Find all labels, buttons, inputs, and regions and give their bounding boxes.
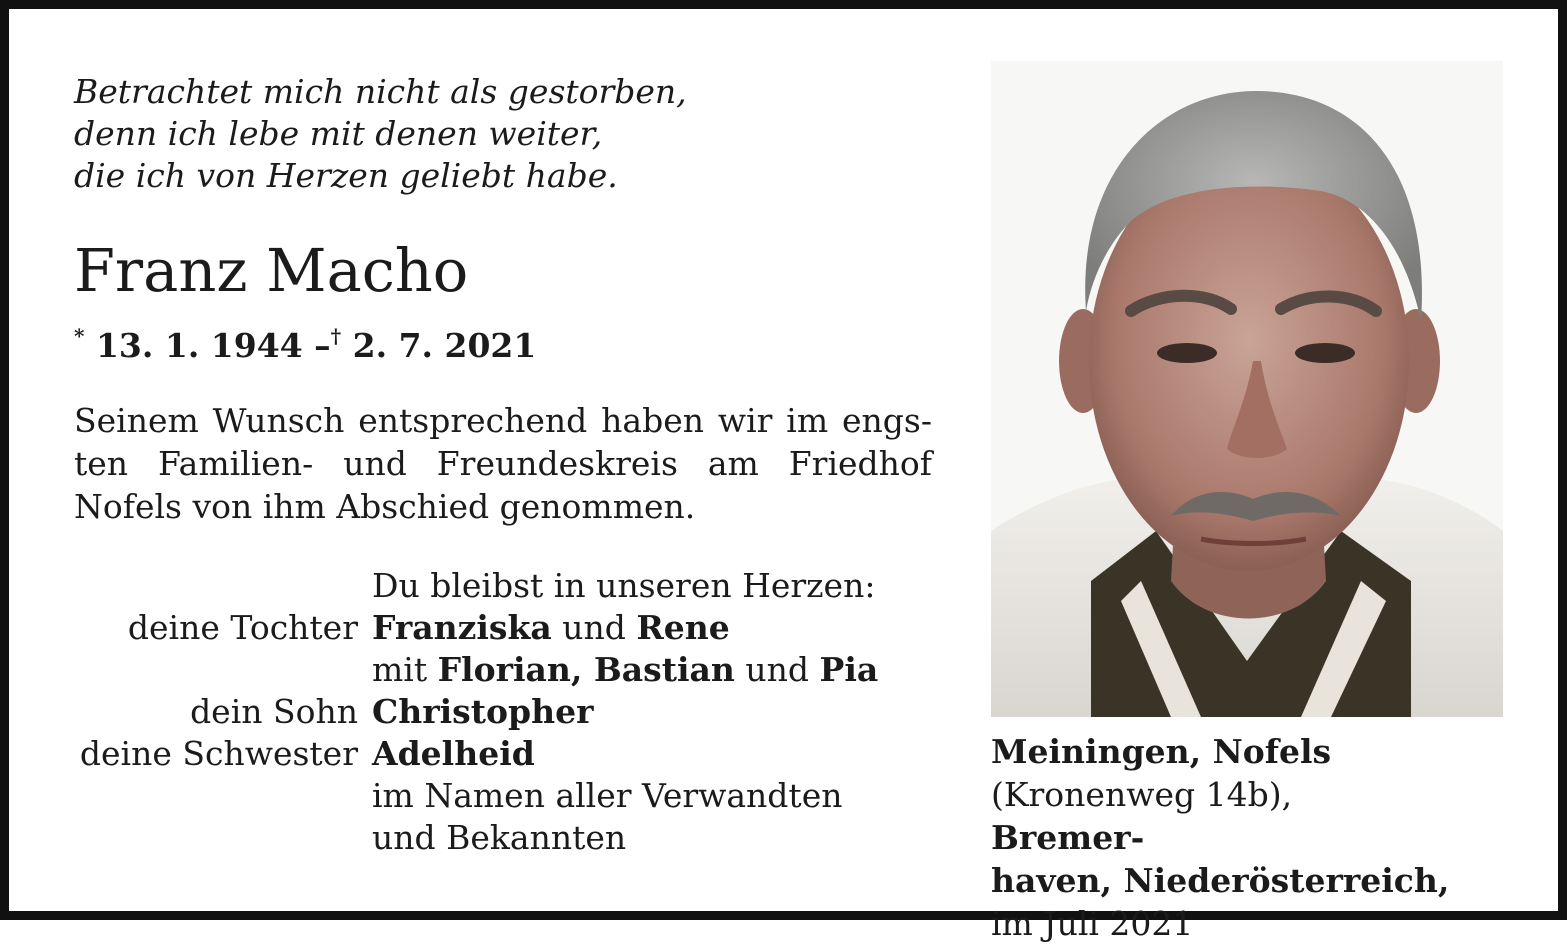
- mourner-names: Franziska und Rene: [372, 608, 730, 647]
- memorial-quote: [74, 71, 774, 197]
- mourner-name: Franziska: [372, 608, 552, 647]
- mourner-row-sister: [74, 733, 954, 775]
- birth-symbol: *: [74, 324, 85, 348]
- deceased-name: Franz Macho: [74, 236, 469, 305]
- life-dates: [74, 315, 536, 367]
- mourner-role: deine Schwester: [79, 734, 358, 773]
- place-name: Bremer-: [991, 818, 1145, 857]
- notice-date: im Juli 2021: [991, 904, 1194, 943]
- mourners-closing-row: [74, 775, 954, 817]
- mourner-name: Florian, Bastian: [437, 650, 735, 689]
- mourner-row-son: [74, 691, 954, 733]
- date-separator: –: [314, 326, 331, 365]
- location-and-date: [991, 730, 1511, 945]
- message-line: ten Familien- und Freundeskreis am Friedhof: [74, 444, 932, 483]
- death-symbol: †: [330, 324, 342, 348]
- mourner-role: deine Tochter: [127, 608, 358, 647]
- portrait-photo: [991, 61, 1503, 717]
- mourners-list: [74, 565, 954, 859]
- farewell-message: [74, 399, 932, 528]
- quote-line: denn ich lebe mit denen weiter,: [74, 114, 603, 153]
- quote-line: Betrachtet mich nicht als gestorben,: [74, 72, 687, 111]
- place-name: Meiningen, Nofels: [991, 732, 1332, 771]
- mourners-closing: im Namen aller Verwandten: [372, 776, 843, 815]
- quote-line: die ich von Herzen geliebt habe.: [74, 156, 618, 195]
- place-name: haven, Niederösterreich,: [991, 861, 1450, 900]
- mourner-row-grandchildren: [74, 649, 954, 691]
- mourner-name: Rene: [636, 608, 730, 647]
- mourners-intro: Du bleibst in unseren Herzen:: [372, 566, 876, 605]
- mourner-names: mit Florian, Bastian und Pia: [372, 650, 879, 689]
- message-line: Seinem Wunsch entsprechend haben wir im engs-: [74, 401, 932, 440]
- mourners-closing: und Bekannten: [372, 818, 627, 857]
- birth-date: 13. 1. 1944: [95, 326, 303, 365]
- mourners-closing-row: [74, 817, 954, 859]
- mourner-name: Adelheid: [372, 734, 535, 773]
- mourner-row-daughter: [74, 607, 954, 649]
- death-date: 2. 7. 2021: [352, 326, 537, 365]
- address: (Kronenweg 14b),: [991, 775, 1293, 814]
- message-line: Nofels von ihm Abschied genommen.: [74, 487, 696, 526]
- mourner-name: Pia: [819, 650, 879, 689]
- mourners-intro-row: [74, 565, 954, 607]
- mourner-role: dein Sohn: [190, 692, 358, 731]
- portrait-image: [991, 61, 1503, 717]
- mourner-name: Christopher: [372, 692, 594, 731]
